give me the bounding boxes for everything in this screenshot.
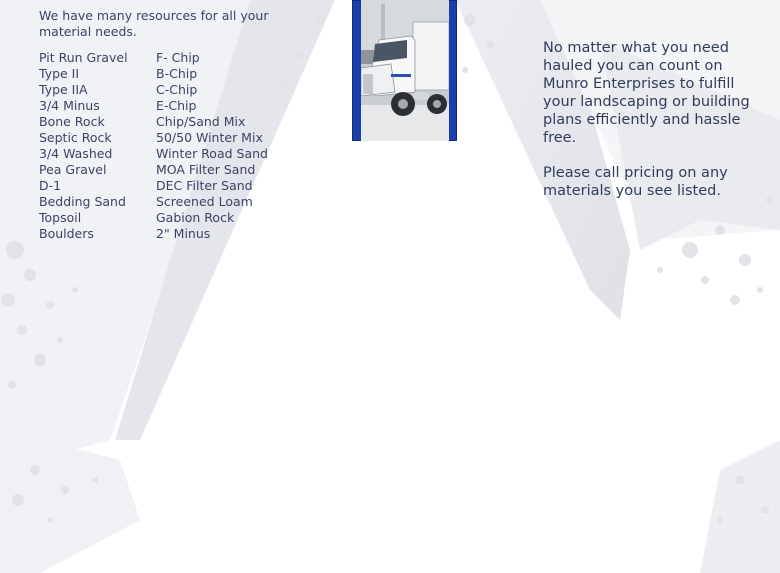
material-item: Pit Run Gravel (39, 50, 128, 65)
material-item: Topsoil (39, 210, 82, 225)
materials-column-1 (39, 50, 156, 242)
material-item: 3/4 Washed (39, 146, 113, 161)
material-item: C-Chip (156, 82, 198, 97)
material-item: 3/4 Minus (39, 98, 100, 113)
material-item: B-Chip (156, 66, 198, 81)
materials-column-2 (156, 50, 286, 242)
truck-photo (352, 0, 457, 141)
material-item: Bone Rock (39, 114, 105, 129)
pricing-paragraph: Please call pricing on any materials you see listed. (543, 165, 728, 199)
material-item: Gabion Rock (156, 210, 235, 225)
material-item: Type IIA (39, 82, 88, 97)
materials-list (39, 50, 286, 242)
material-item: Winter Road Sand (156, 146, 268, 161)
material-item: Septic Rock (39, 130, 112, 145)
material-item: Chip/Sand Mix (156, 114, 246, 129)
material-item: DEC Filter Sand (156, 178, 253, 193)
intro-text: We have many resources for all your material needs. (39, 8, 269, 39)
material-item: MOA Filter Sand (156, 162, 256, 177)
material-item: Screened Loam (156, 194, 253, 209)
material-item: D-1 (39, 178, 62, 193)
material-item: Bedding Sand (39, 194, 126, 209)
semi-truck-image (361, 0, 449, 141)
material-item: E-Chip (156, 98, 197, 113)
material-item: 50/50 Winter Mix (156, 130, 263, 145)
material-item: Pea Gravel (39, 162, 107, 177)
info-text (543, 39, 768, 217)
material-item: 2" Minus (156, 226, 211, 241)
material-item: Boulders (39, 226, 94, 241)
hauling-paragraph: No matter what you need hauled you can count on Munro Enterprises to fulfill your landscaping or building plans efficiently and hassle free. (543, 40, 750, 146)
material-item: Type II (39, 66, 80, 81)
material-item: F- Chip (156, 50, 200, 65)
